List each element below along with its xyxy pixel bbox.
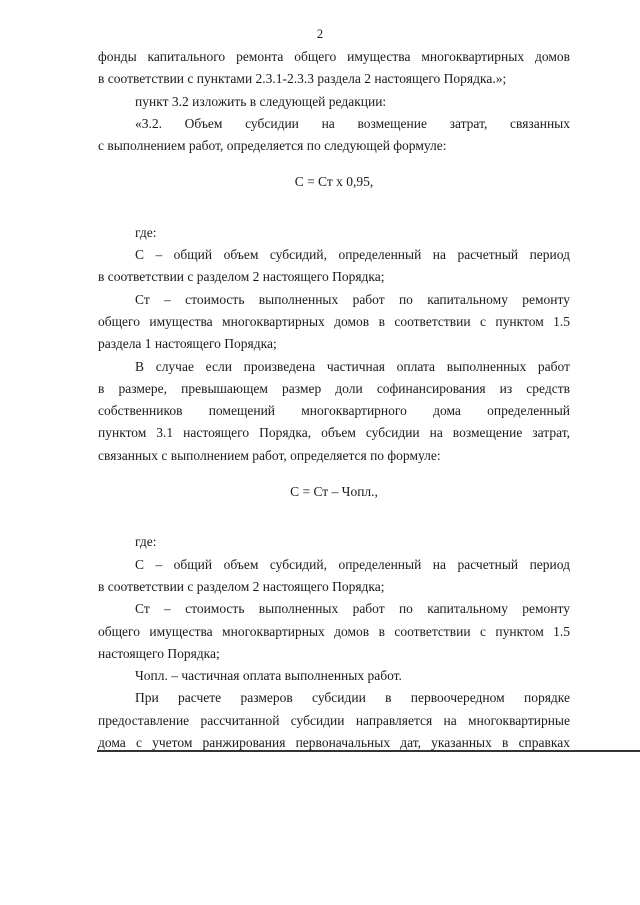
formula-partial-payment: С = Ст – Чопл., bbox=[290, 484, 378, 500]
text-line: общего имущества многоквартирных домов в соответствии с пунктом 1.5 bbox=[98, 313, 570, 329]
document-body bbox=[98, 46, 570, 754]
text-line: фонды капитального ремонта общего имущества многоквартирных домов bbox=[98, 49, 570, 64]
text-line: «3.2. Объем субсидии на возмещение затрат, связанных bbox=[135, 115, 570, 131]
formula-subsidy: С = Ст х 0,95, bbox=[294, 174, 374, 190]
text-line: Чопл. – частичная оплата выполненных работ. bbox=[135, 668, 402, 684]
text-line: Ст – стоимость выполненных работ по капитальному ремонту bbox=[135, 291, 570, 307]
text-line: где: bbox=[135, 534, 157, 550]
text-line: связанных с выполнением работ, определяется по формуле: bbox=[98, 447, 441, 463]
page-number: 2 bbox=[316, 27, 324, 41]
text-line: в соответствии с разделом 2 настоящего Порядка; bbox=[98, 269, 385, 285]
text-line: При расчете размеров субсидии в первоочередном порядке bbox=[135, 690, 570, 706]
text-line: С – общий объем субсидий, определенный на расчетный период bbox=[135, 556, 570, 572]
text-line: собственников помещений многоквартирного дома определенный bbox=[98, 403, 570, 419]
text-line: общего имущества многоквартирных домов в соответствии с пунктом 1.5 bbox=[98, 623, 570, 639]
text-line: в размере, превышающем размер доли софинансирования из средств bbox=[98, 380, 570, 396]
text-line: в соответствии с пунктами 2.3.1-2.3.3 раздела 2 настоящего Порядка.»; bbox=[98, 71, 507, 87]
text-line: настоящего Порядка; bbox=[98, 645, 220, 661]
text-line: с выполнением работ, определяется по следующей формуле: bbox=[98, 138, 447, 154]
text-line: С – общий объем субсидий, определенный на расчетный период bbox=[135, 247, 570, 263]
text-line: предоставление рассчитанной субсидии направляется на многоквартирные bbox=[98, 712, 570, 728]
page-divider bbox=[97, 750, 640, 752]
text-line: в соответствии с разделом 2 настоящего Порядка; bbox=[98, 578, 385, 594]
text-line: В случае если произведена частичная оплата выполненных работ bbox=[135, 358, 570, 374]
text-line: Ст – стоимость выполненных работ по капитальному ремонту bbox=[135, 601, 570, 617]
text-line: где: bbox=[135, 224, 157, 240]
text-line: раздела 1 настоящего Порядка; bbox=[98, 336, 277, 352]
text-line: дома с учетом ранжирования первоначальных дат, указанных в справках bbox=[98, 735, 570, 751]
text-line: пунктом 3.1 настоящего Порядка, объем субсидии на возмещение затрат, bbox=[98, 425, 570, 441]
text-line: пункт 3.2 изложить в следующей редакции: bbox=[135, 93, 387, 109]
